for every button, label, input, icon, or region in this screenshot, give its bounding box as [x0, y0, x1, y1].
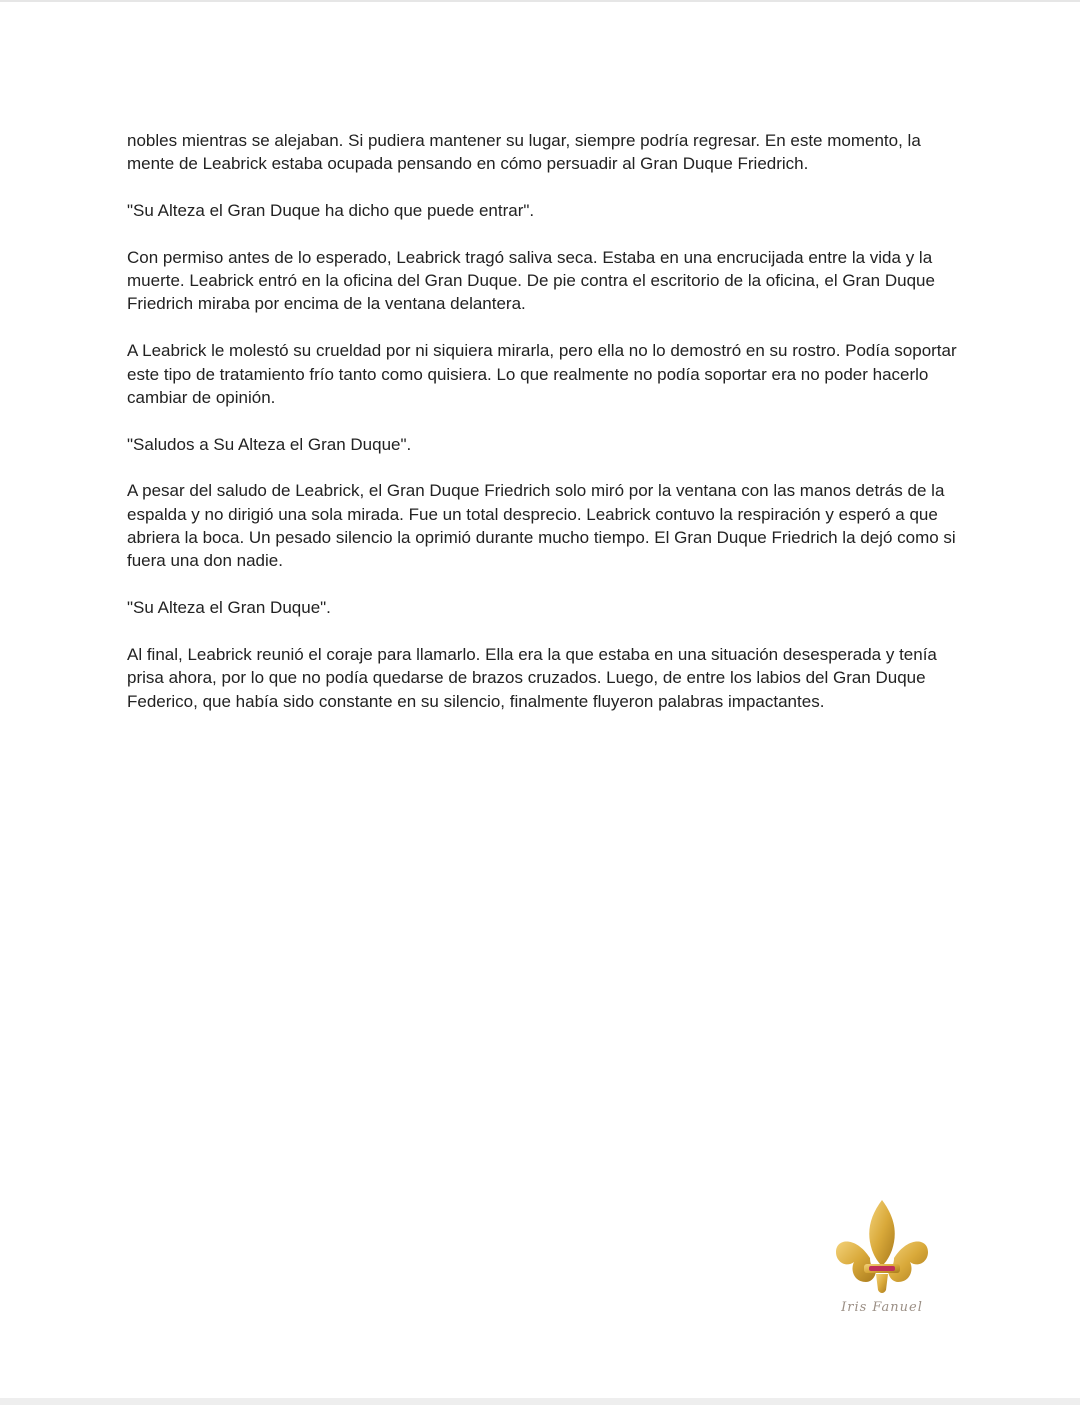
paragraph-6: A pesar del saludo de Leabrick, el Gran Duque Friedrich solo miró por la ventana con las manos detrás de la espalda y no dirigió una sola mirada. Fue un total desprecio. Leabrick contuvo la respiración y esperó a que abriera la boca. Un pesado silencio la oprimió durante mucho tiempo. El Gran Duque Friedrich la dejó como si fuera una don nadie.	[127, 481, 956, 571]
fleur-de-lis-icon	[826, 1196, 938, 1300]
document-page	[127, 129, 959, 736]
paragraph-3: Con permiso antes de lo esperado, Leabrick tragó saliva seca. Estaba en una encrucijada entre la vida y la muerte. Leabrick entró en la oficina del Gran Duque. De pie contra el escritorio de la oficina, el Gran Duque Friedrich miraba por encima de la ventana delantera.	[127, 247, 935, 314]
watermark-logo	[826, 1196, 938, 1326]
page-bottom-edge	[0, 1398, 1080, 1405]
paragraph-4: A Leabrick le molestó su crueldad por ni siquiera mirarla, pero ella no lo demostró en su rostro. Podía soportar este tipo de tratamiento frío tanto como quisiera. Lo que realmente no podía soportar era no poder hacerlo cambiar de opinión.	[127, 341, 957, 407]
paragraph-2: "Su Alteza el Gran Duque ha dicho que puede entrar".	[127, 201, 535, 221]
paragraph-5: "Saludos a Su Alteza el Gran Duque".	[127, 434, 412, 454]
signature-text: Iris Fanuel	[841, 1300, 923, 1315]
paragraph-1: nobles mientras se alejaban. Si pudiera mantener su lugar, siempre podría regresar. En este momento, la mente de Leabrick estaba ocupada pensando en cómo persuadir al Gran Duque Friedrich.	[127, 131, 921, 174]
paragraph-8: Al final, Leabrick reunió el coraje para llamarlo. Ella era la que estaba en una situación desesperada y tenía prisa ahora, por lo que no podía quedarse de brazos cruzados. Luego, de entre los labios del Gran Duque Federico, que había sido constante en su silencio, finalmente fluyeron palabras impactantes.	[127, 644, 937, 711]
paragraph-7: "Su Alteza el Gran Duque".	[127, 598, 331, 618]
page-top-edge	[0, 0, 1080, 2]
